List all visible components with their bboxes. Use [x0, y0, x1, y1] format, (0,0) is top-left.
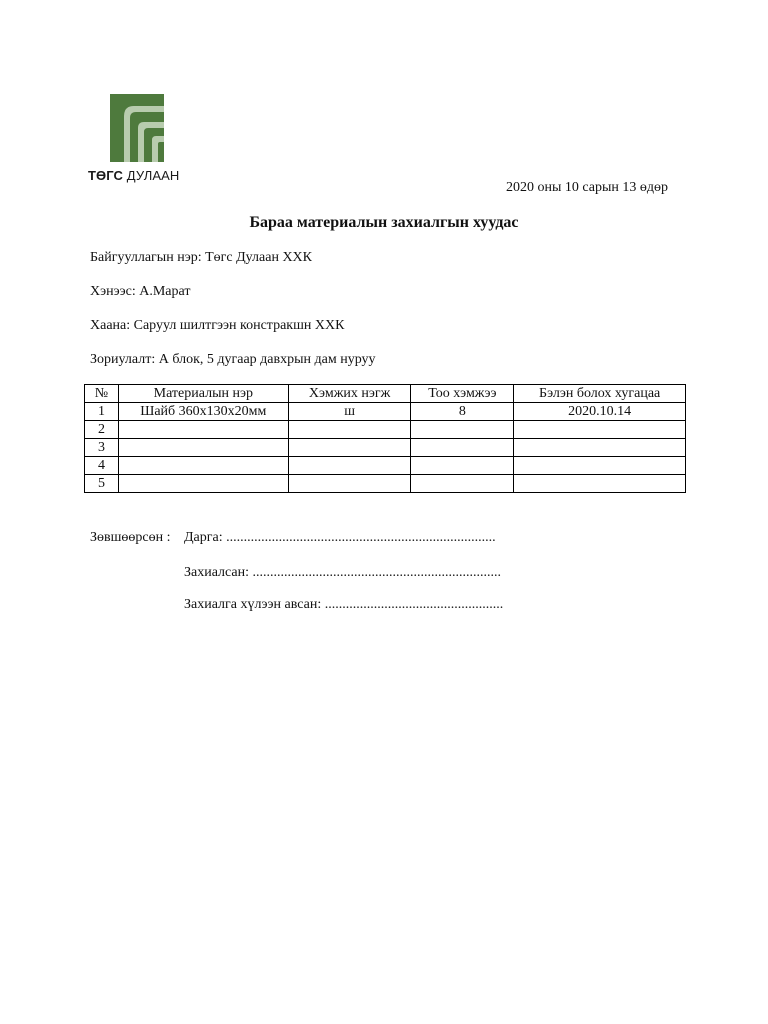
location-field: Хаана: Саруул шилтгээн констракшн ХХК [90, 318, 345, 333]
head-signature-line: Дарга: ............................................................................. [184, 530, 496, 545]
table-header-row [85, 385, 686, 403]
cell-number: 3 [85, 439, 119, 457]
cell-unit [288, 457, 411, 475]
cell-material-name [118, 439, 288, 457]
cell-number: 4 [85, 457, 119, 475]
approved-label: Зөвшөөрсөн : [90, 530, 171, 545]
cell-number: 2 [85, 421, 119, 439]
cell-unit [288, 475, 411, 493]
logo-wordmark [88, 168, 179, 183]
from-field: Хэнээс: А.Марат [90, 284, 191, 299]
document-title: Бараа материалын захиалгын хуудас [249, 214, 519, 231]
cell-quantity [411, 421, 514, 439]
cell-number: 5 [85, 475, 119, 493]
header-number: № [85, 385, 119, 403]
ordered-signature-line: Захиалсан: ....................................................................... [184, 565, 502, 580]
cell-ready-date [514, 439, 686, 457]
cell-material-name [118, 457, 288, 475]
table-row [85, 439, 686, 457]
cell-ready-date: 2020.10.14 [514, 403, 686, 421]
header-material-name: Материалын нэр [118, 385, 288, 403]
header-unit: Хэмжих нэгж [288, 385, 411, 403]
organization-field: Байгууллагын нэр: Төгс Дулаан ХХК [90, 250, 312, 265]
received-signature-line: Захиалга хүлээн авсан: ................................................... [184, 597, 504, 612]
document-date: 2020 оны 10 сарын 13 өдөр [505, 180, 668, 195]
table-row [85, 457, 686, 475]
company-logo [88, 94, 188, 190]
table-row [85, 475, 686, 493]
table-row [85, 403, 686, 421]
cell-ready-date [514, 457, 686, 475]
materials-table [84, 384, 686, 493]
purpose-field: Зориулалт: А блок, 5 дугаар давхрын дам нуруу [90, 352, 376, 367]
cell-quantity [411, 439, 514, 457]
logo-brand-regular: ДУЛААН [126, 168, 180, 183]
table-row [85, 421, 686, 439]
cell-unit: ш [288, 403, 411, 421]
cell-ready-date [514, 475, 686, 493]
cell-quantity [411, 475, 514, 493]
cell-number: 1 [85, 403, 119, 421]
logo-mark-icon [110, 94, 164, 162]
header-quantity: Тоо хэмжээ [411, 385, 514, 403]
header-ready-date: Бэлэн болох хугацаа [514, 385, 686, 403]
cell-quantity: 8 [411, 403, 514, 421]
cell-material-name: Шайб 360х130х20мм [118, 403, 288, 421]
logo-brand-bold: ТӨГС [88, 168, 124, 183]
cell-material-name [118, 421, 288, 439]
cell-unit [288, 421, 411, 439]
cell-ready-date [514, 421, 686, 439]
cell-material-name [118, 475, 288, 493]
cell-unit [288, 439, 411, 457]
cell-quantity [411, 457, 514, 475]
